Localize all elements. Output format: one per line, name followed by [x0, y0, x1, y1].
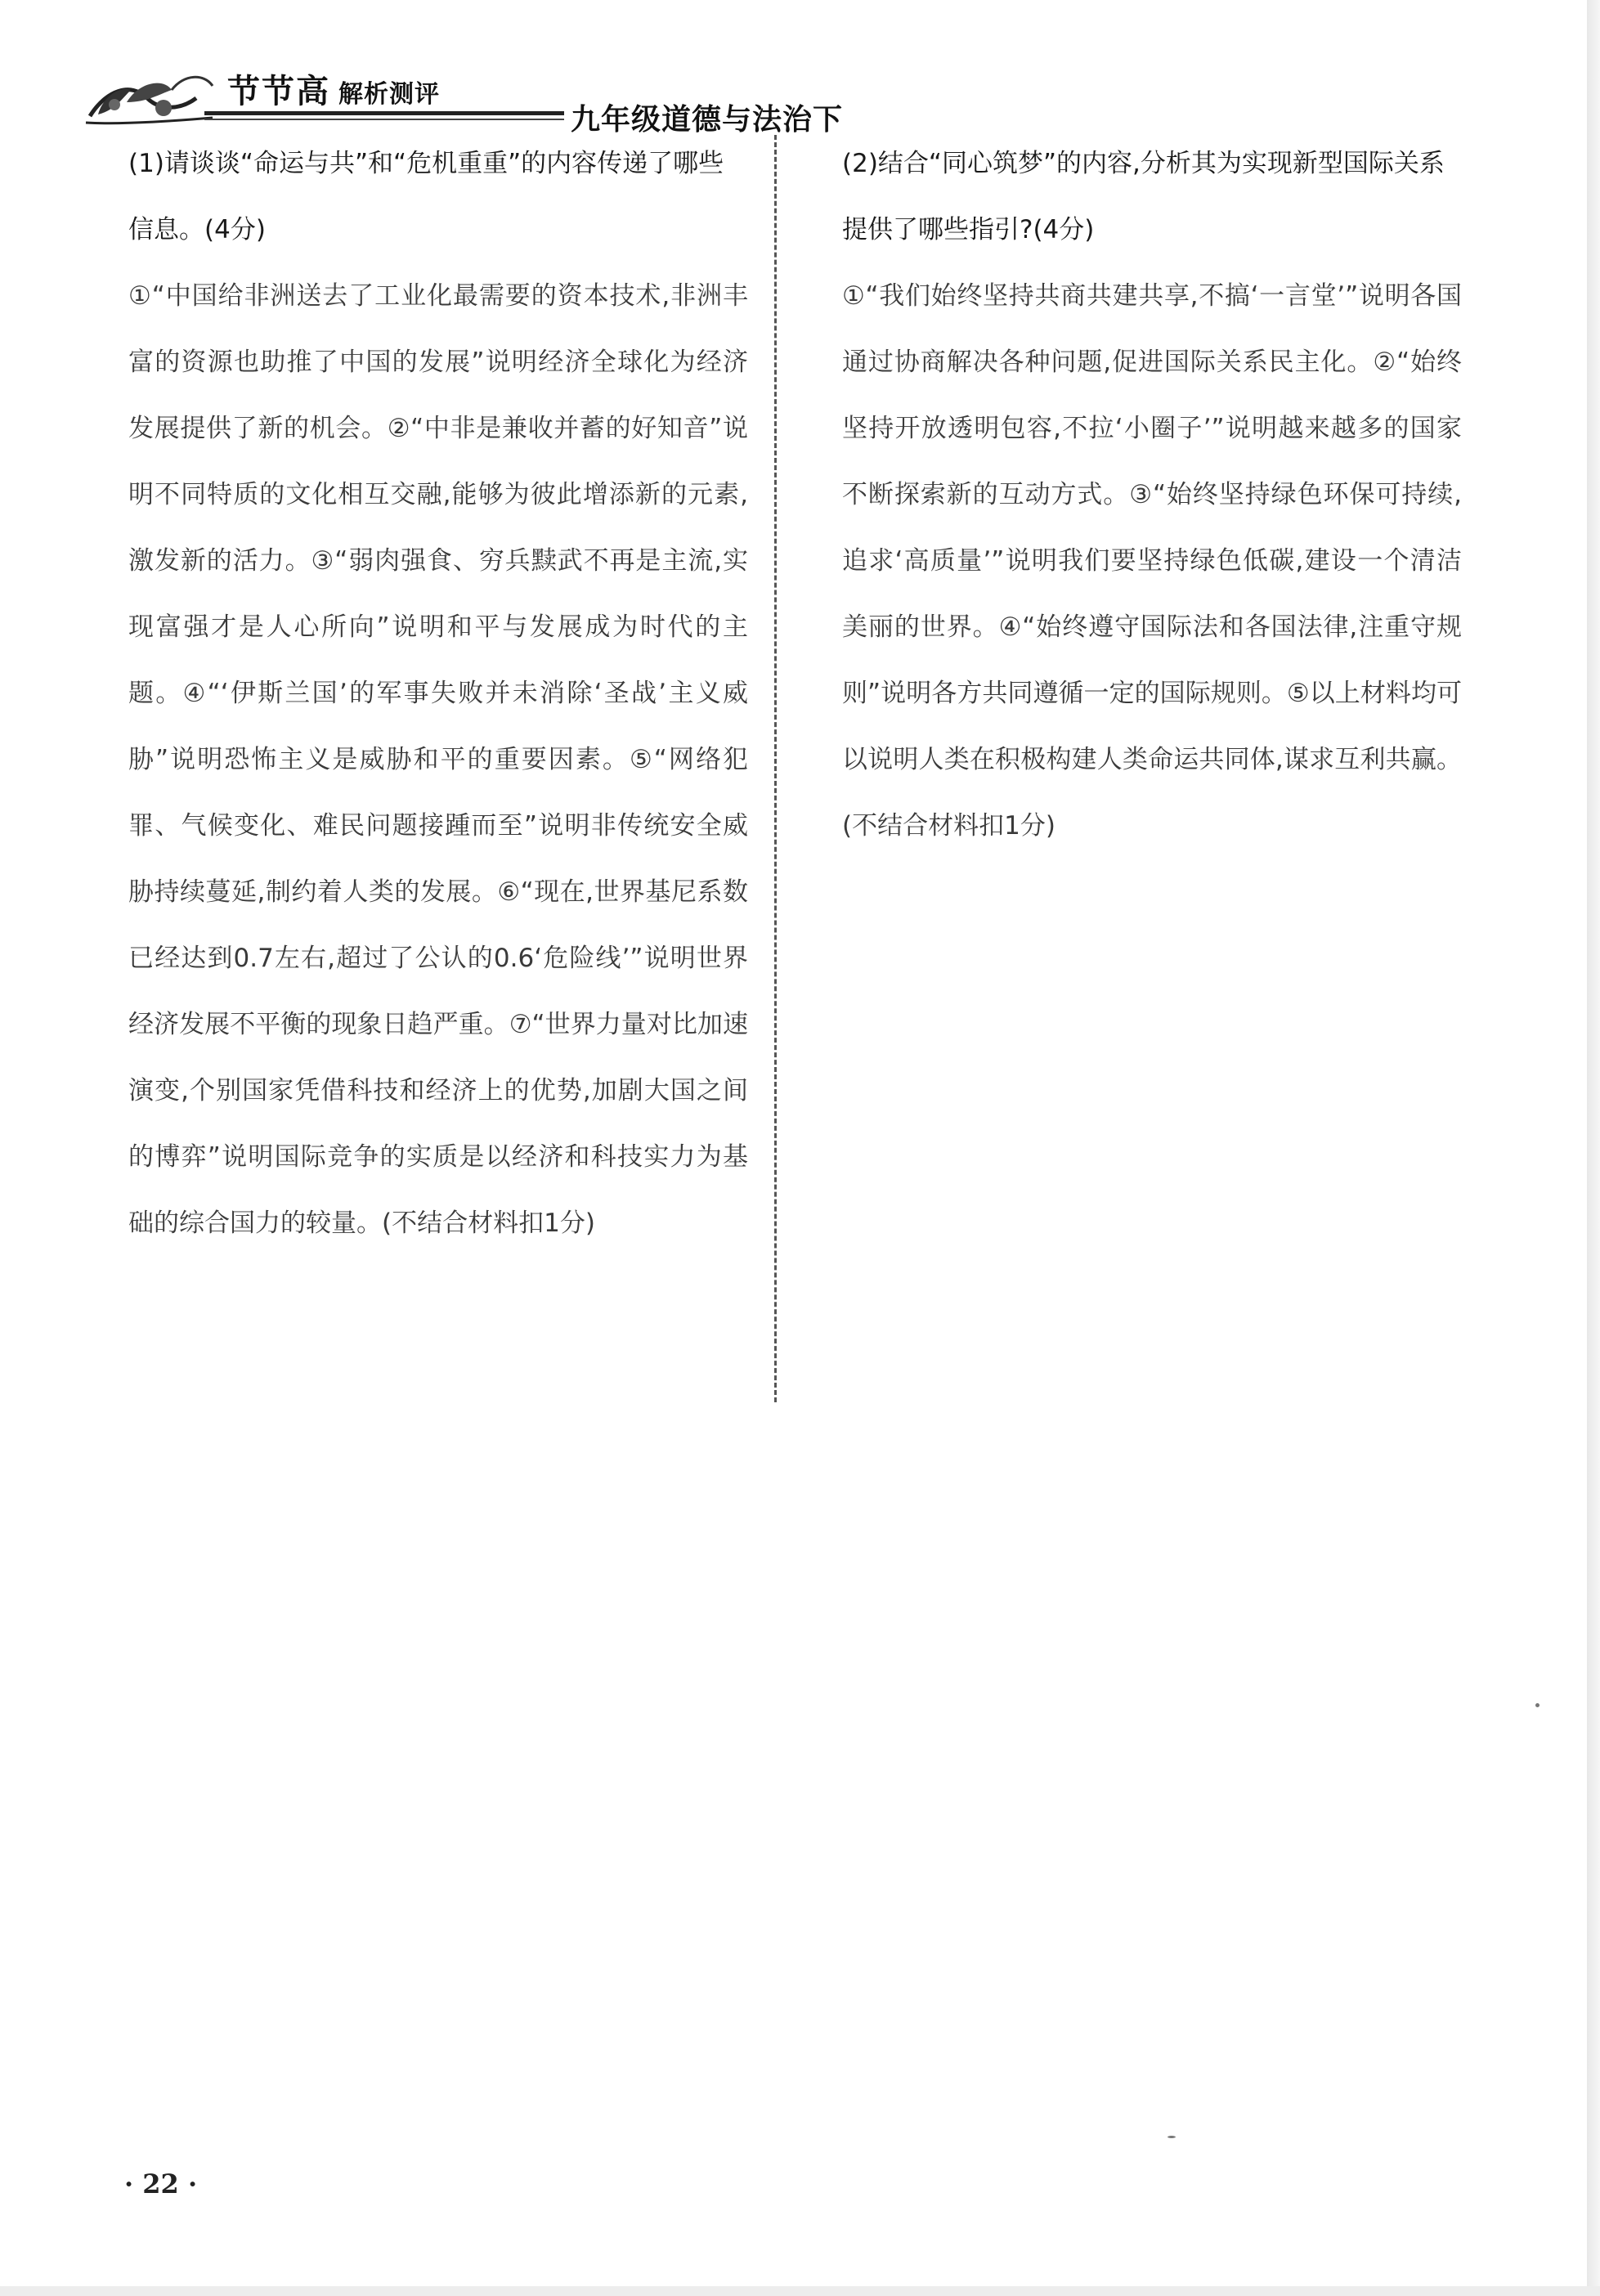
header-rule-thin — [204, 119, 564, 120]
column-divider — [774, 135, 777, 1402]
scan-speck — [1168, 2136, 1176, 2138]
floral-ornament-icon — [82, 65, 221, 131]
left-column — [128, 131, 748, 1257]
answer-2: ①“我们始终坚持共商共建共享,不搞‘一言堂’”说明各国通过协商解决各种问题,促进国际关系民主化。②“始终坚持开放透明包容,不拉‘小圈子’”说明越来越多的国家不断探索新的互动方式。③“始终坚持绿色环保可持续,追求‘高质量’”说明我们要坚持绿色低碳,建设一个清洁美丽的世界。④“始终遵守国际法和各国法律,注重守规则”说明各方共同遵循一定的国际规则。⑤以上材料均可以说明人类在积极构建人类命运共同体,谋求互利共赢。(不结合材料扣1分) — [842, 281, 1462, 841]
brand-subtitle: 解析测评 — [338, 80, 440, 109]
brand-title — [227, 65, 440, 112]
answer-1: ①“中国给非洲送去了工业化最需要的资本技术,非洲丰富的资源也助推了中国的发展”说明经济全球化为经济发展提供了新的机会。②“中非是兼收并蓄的好知音”说明不同特质的文化相互交融,能够为彼此增添新的元素,激发新的活力。③“弱肉强食、穷兵黩武不再是主流,实现富强才是人心所向”说明和平与发展成为时代的主题。④“‘伊斯兰国’的军事失败并未消除‘圣战’主义威胁”说明恐怖主义是威胁和平的重要因素。⑤“网络犯罪、气候变化、难民问题接踵而至”说明非传统安全威胁持续蔓延,制约着人类的发展。⑥“现在,世界基尼系数已经达到0.7左右,超过了公认的0.6‘危险线’”说明世界经济发展不平衡的现象日趋严重。⑦“世界力量对比加速演变,个别国家凭借科技和经济上的优势,加剧大国之间的博弈”说明国际竞争的实质是以经济和科技实力为基础的综合国力的较量。(不结合材料扣1分) — [128, 281, 748, 1238]
scan-edge-bottom — [0, 2286, 1600, 2296]
page-header — [82, 65, 844, 137]
scan-speck — [1535, 1703, 1539, 1707]
header-rule — [204, 111, 564, 115]
question-2: (2)结合“同心筑梦”的内容,分析其为实现新型国际关系提供了哪些指引?(4分) — [842, 149, 1445, 244]
page-number: · 22 · — [124, 2168, 198, 2200]
brand-name: 节节高 — [227, 73, 330, 110]
question-1: (1)请谈谈“命运与共”和“危机重重”的内容传递了哪些信息。(4分) — [128, 149, 724, 244]
right-column — [842, 131, 1462, 859]
scan-edge-right — [1587, 0, 1600, 2296]
book-title: 九年级道德与法治下 — [571, 103, 844, 137]
